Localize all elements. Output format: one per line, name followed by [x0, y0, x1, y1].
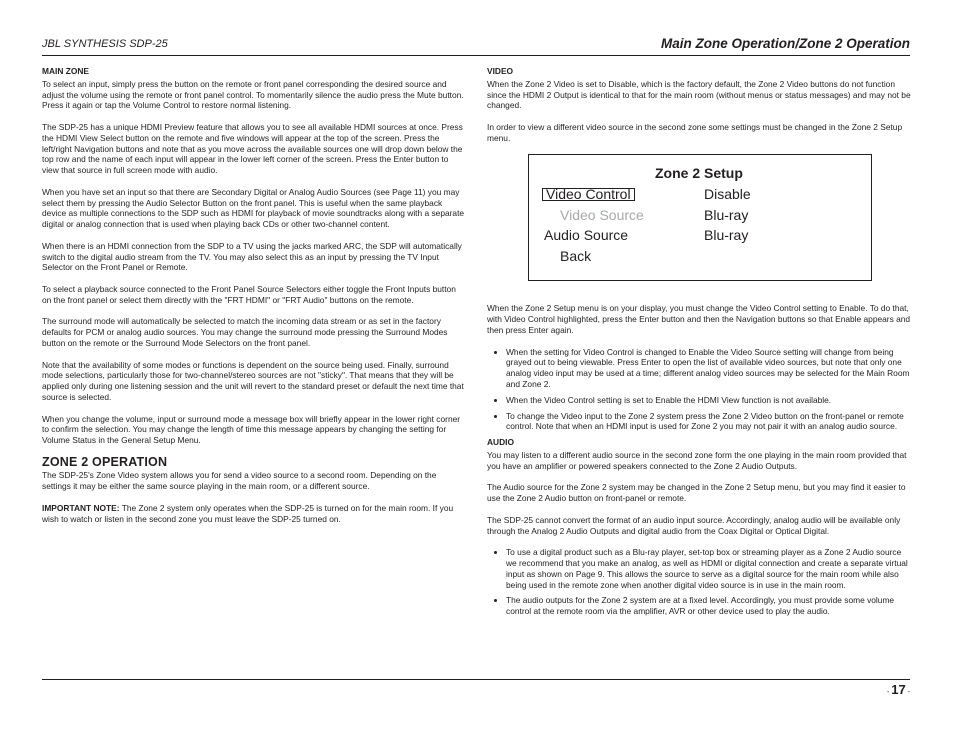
right-column [487, 66, 911, 622]
list-item: • To change the Video input to the Zone 2 system press the Zone 2 Video button on the front-panel or remote control. Note that when an HDMI input is used for Zone 2 you may not pair it with an analog audio source. [506, 411, 911, 433]
left-column [42, 66, 466, 535]
list-item: • When the setting for Video Control is changed to Enable the Video Source setting will change from being grayed out to being viewable. Press Enter to open the list of available video sources, but note that only one analog video input may be used at a time; different analog video sources may be selected for the Main Room and Zone 2. [506, 347, 911, 390]
paragraph: The Audio source for the Zone 2 system may be changed in the Zone 2 Setup menu, but you may find it easier to use the Zone 2 Audio button on front-panel or remote. [487, 482, 906, 504]
paragraph: You may listen to a different audio source in the second zone form the one playing in the main room provided that you have an amplifier or powered speakers connected to the Zone 2 Audio Outputs. [487, 449, 907, 471]
paragraph: When you have set an input so that there are Secondary Digital or Analog Audio Sources (see Page 11) you may select them by pressing the Audio Selector Button on the front panel. This is useful when the same playback device as multiple connections to the SDP such as HDMI for playback of movie soundtracks along with a separate digital or analog connection that is used when playing back CDs or other two-channel content. [42, 186, 465, 230]
menu-title: Zone 2 Setup [655, 165, 743, 182]
important-note [42, 503, 466, 525]
menu-audio-source-value: Blu-ray [704, 227, 749, 244]
menu-video-source-value: Blu-ray [704, 207, 749, 224]
video-heading: VIDEO [487, 66, 514, 76]
important-note-text: The Zone 2 system only operates when the SDP-25 is turned on for the main room. If you wish to watch or listen in the second zone you must leave the SDP-25 turned on. [42, 502, 454, 524]
menu-video-control-label: Video Control [542, 188, 635, 201]
paragraph: The SDP-25's Zone Video system allows you for send a video source to a second room. Depending on the settings it may be either the same source playing in the main room, or a different source. [42, 470, 437, 492]
header-product-name: JBL SYNTHESIS SDP-25 [42, 38, 168, 50]
menu-audio-source-label: Audio Source [544, 227, 629, 244]
paragraph: When the Zone 2 Video is set to Disable, which is the factory default, the Zone 2 Video buttons do not function since the HDMI 2 Output is identical to that for the main room (without menus or status messages) and may not be changed. [487, 78, 911, 111]
paragraph: The SDP-25 cannot convert the format of an audio input source. Accordingly, analog audio will be available only through the Analog 2 Audio Outputs and digital audio from the Coax Digital or Optical Digital. [487, 514, 901, 536]
list-item: • The audio outputs for the Zone 2 system are at a fixed level. Accordingly, you must provide some volume control at the remote room via the amplifier, AVR or other device used to play the audio. [506, 595, 911, 617]
paragraph: The surround mode will automatically be selected to match the incoming data stream or as set in the factory defaults for PCM or analog audio sources. You may change the surround mode pressing the Surround Modes button on the remote or the Surround Mode Selectors on the front panel. [42, 316, 448, 348]
page-number-value: 17 [891, 682, 906, 697]
paragraph: To select a playback source connected to the Front Panel Source Selectors either toggle the Front Inputs button on the front panel or select them directly with the "FRT HDMI" or "FRT Audio" buttons on the remote. [42, 283, 456, 305]
footer-divider [42, 679, 910, 680]
paragraph: In order to view a different video source in the second zone some settings must be changed in the Zone 2 Setup menu. [487, 121, 903, 143]
audio-heading: AUDIO [487, 437, 514, 448]
list-item: • When the Video Control setting is set to Enable the HDMI View function is not available. [506, 395, 911, 406]
video-bullet-list [487, 347, 911, 433]
paragraph: When there is an HDMI connection from the SDP to a TV using the jacks marked ARC, the SDP will automatically switch to the digital audio stream from the TV. You may also select this as an input by pressing the TV Input Selector on the Front Panel or Remote. [42, 240, 462, 273]
menu-video-control-value: Disable [704, 186, 751, 203]
zone2-operation-heading: ZONE 2 OPERATION [42, 454, 168, 469]
zone2-setup-menu-screenshot [528, 154, 872, 281]
header-section-title: Main Zone Operation/Zone 2 Operation [660, 36, 910, 51]
main-zone-heading: MAIN ZONE [42, 66, 89, 76]
menu-back-label: Back [560, 248, 592, 265]
important-note-label: IMPORTANT NOTE: [42, 502, 120, 513]
page-dash-right: - [905, 689, 910, 696]
page-number [887, 682, 910, 697]
paragraph: The SDP-25 has a unique HDMI Preview feature that allows you to see all available HDMI sources at once. Press the HDMI View Select button on the remote and five windows will appear at the top of the screen. Press the left/right Navigation buttons and note that as you move across the available sources one will drop down below the top row and the name of each input will appear in the lower left corner of the screen. Press the Enter button to view that source in full screen mode with audio. [42, 121, 463, 176]
paragraph: When you change the volume, input or surround mode a message box will briefly appear in the lower right corner to confirm the selection. You may change the length of time this message appears by changing the setting for Volume Status in the General Setup Menu. [42, 413, 461, 446]
paragraph: When the Zone 2 Setup menu is on your display, you must change the Video Control setting to Enable. To do that, with Video Control highlighted, press the Enter button and then the Navigation buttons so that Enable appears and then press Enter again. [487, 303, 911, 335]
audio-bullet-list [487, 547, 911, 617]
list-item: • To use a digital product such as a Blu-ray player, set-top box or streaming player as a Zone 2 Audio source we recommend that you make an analog, as well as HDMI or digital connection and create a separate virtual input as shown on Page 9. This allows the source to serve as a digital source for the main room while also being used in the remote zone when another digital video source is in use in the main room. [506, 547, 911, 590]
page-dash-left: - [886, 689, 892, 696]
paragraph: To select an input, simply press the button on the remote or front panel corresponding the desired source and adjust the volume using the remote or front panel control. To momentarily silence the audio press the Mute button. Press it again or tap the Volume Control to restore normal listening. [42, 78, 464, 111]
paragraph: Note that the availability of some modes or functions is dependent on the source being used. Finally, surround mode selections, particularly those for two-channel/stereo sources are not "sticky". That means that they will be applied only during one listening session and the unit will revert to the standard preset or default the next time that source is selected. [42, 359, 464, 402]
menu-video-source-label: Video Source [560, 207, 644, 224]
header-divider [42, 55, 910, 56]
